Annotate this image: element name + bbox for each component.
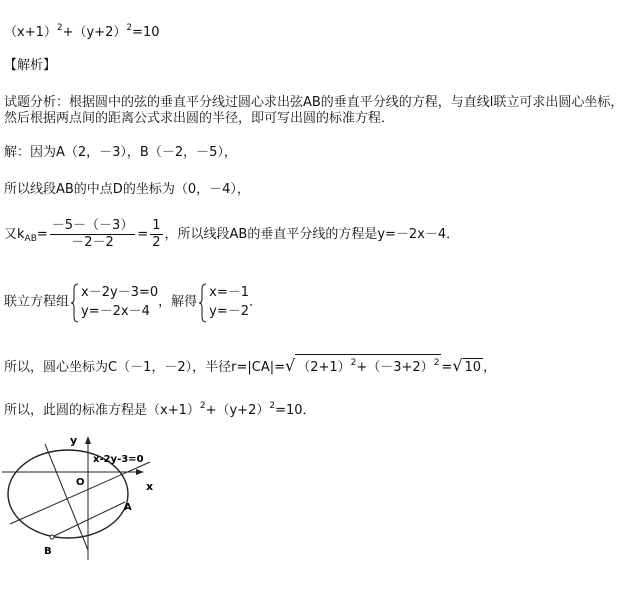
- period: ．: [248, 294, 262, 310]
- slope-subscript: AB: [24, 234, 37, 244]
- point-a-label: A: [124, 502, 132, 513]
- y-axis-arrow-icon: [85, 436, 91, 444]
- denominator: 2: [152, 235, 161, 250]
- bisector-text: ，所以线段AB的垂直平分线的方程是y=－2x－4．: [164, 227, 460, 242]
- exponent: 2: [56, 23, 63, 33]
- line-l: [10, 462, 150, 524]
- x-axis-arrow-icon: [136, 469, 144, 475]
- analysis-text: 试题分析：根据圆中的弦的垂直平分线过圆心求出弦AB的垂直平分线的方程，与直线l联立可求出圆心坐标，然后根据两点间的距离公式求出圆的半径，即可写出圆的标准方程．: [4, 95, 624, 126]
- step-slope: [4, 218, 459, 251]
- step-system: [4, 283, 262, 321]
- equals: =: [137, 227, 149, 242]
- system-prefix: 联立方程组: [4, 294, 70, 310]
- brace-icon: [71, 283, 79, 323]
- sqrt-icon: √: [452, 356, 463, 375]
- brace-icon: [199, 283, 207, 323]
- section-title: 【解析】: [4, 58, 57, 73]
- point-b-dot: [50, 535, 54, 539]
- numerator: 1: [152, 218, 161, 233]
- solve-text: ，解得: [158, 294, 198, 310]
- radius-prefix: 所以，圆心坐标为C（－1，－2），半径r=|CA|=: [4, 360, 285, 375]
- exponent: 2: [126, 23, 133, 33]
- half-fraction: [150, 218, 162, 251]
- root-value: 10: [464, 360, 482, 375]
- conclusion-part: +（y+2）: [205, 403, 270, 418]
- answer-equation: [4, 20, 160, 41]
- conclusion-part: 所以，此圆的标准方程是（x+1）: [4, 403, 200, 418]
- equals: =: [441, 360, 453, 375]
- step-conclusion: [4, 398, 316, 419]
- bisector-line: [45, 444, 88, 550]
- exponent: 2: [350, 358, 357, 368]
- exponent: 2: [199, 401, 206, 411]
- slope-fraction: [50, 218, 136, 251]
- step-radius: [4, 354, 496, 376]
- point-b-label: B: [44, 546, 52, 557]
- radicand-part: （2+1）: [297, 360, 351, 375]
- exponent: 2: [433, 358, 440, 368]
- circle-figure: [0, 432, 180, 562]
- system-equation: y=－2x－4: [81, 304, 150, 319]
- denominator: －2－2: [71, 235, 114, 250]
- step-points: 解：因为A（2，－3），B（－2，－5），: [4, 145, 237, 160]
- step-midpoint: 所以线段AB的中点D的坐标为（0，－4），: [4, 182, 250, 197]
- y-axis-label: y: [70, 434, 78, 447]
- answer-part: =10: [132, 25, 160, 40]
- line-equation-label: x-2y-3=0: [93, 454, 144, 465]
- conclusion-part: =10．: [275, 403, 316, 418]
- x-axis-label: x: [146, 480, 154, 493]
- radicand-part: +（－3+2）: [356, 360, 434, 375]
- origin-label: O: [76, 477, 85, 488]
- solution-value: x=－1: [209, 285, 249, 300]
- answer-part: （x+1）: [4, 25, 57, 40]
- answer-part: +（y+2）: [62, 25, 127, 40]
- exponent: 2: [269, 401, 276, 411]
- equals: =: [36, 227, 48, 242]
- system-equation: x－2y－3=0: [81, 285, 159, 300]
- slope-prefix: 又k: [4, 227, 25, 242]
- solution-system: [199, 283, 249, 321]
- sqrt-icon: √: [284, 356, 296, 375]
- numerator: －5－（－3）: [51, 218, 134, 233]
- solution-value: y=－2: [209, 304, 249, 319]
- comma: ，: [483, 360, 497, 375]
- radicand: [295, 354, 441, 375]
- equation-system: [71, 283, 158, 321]
